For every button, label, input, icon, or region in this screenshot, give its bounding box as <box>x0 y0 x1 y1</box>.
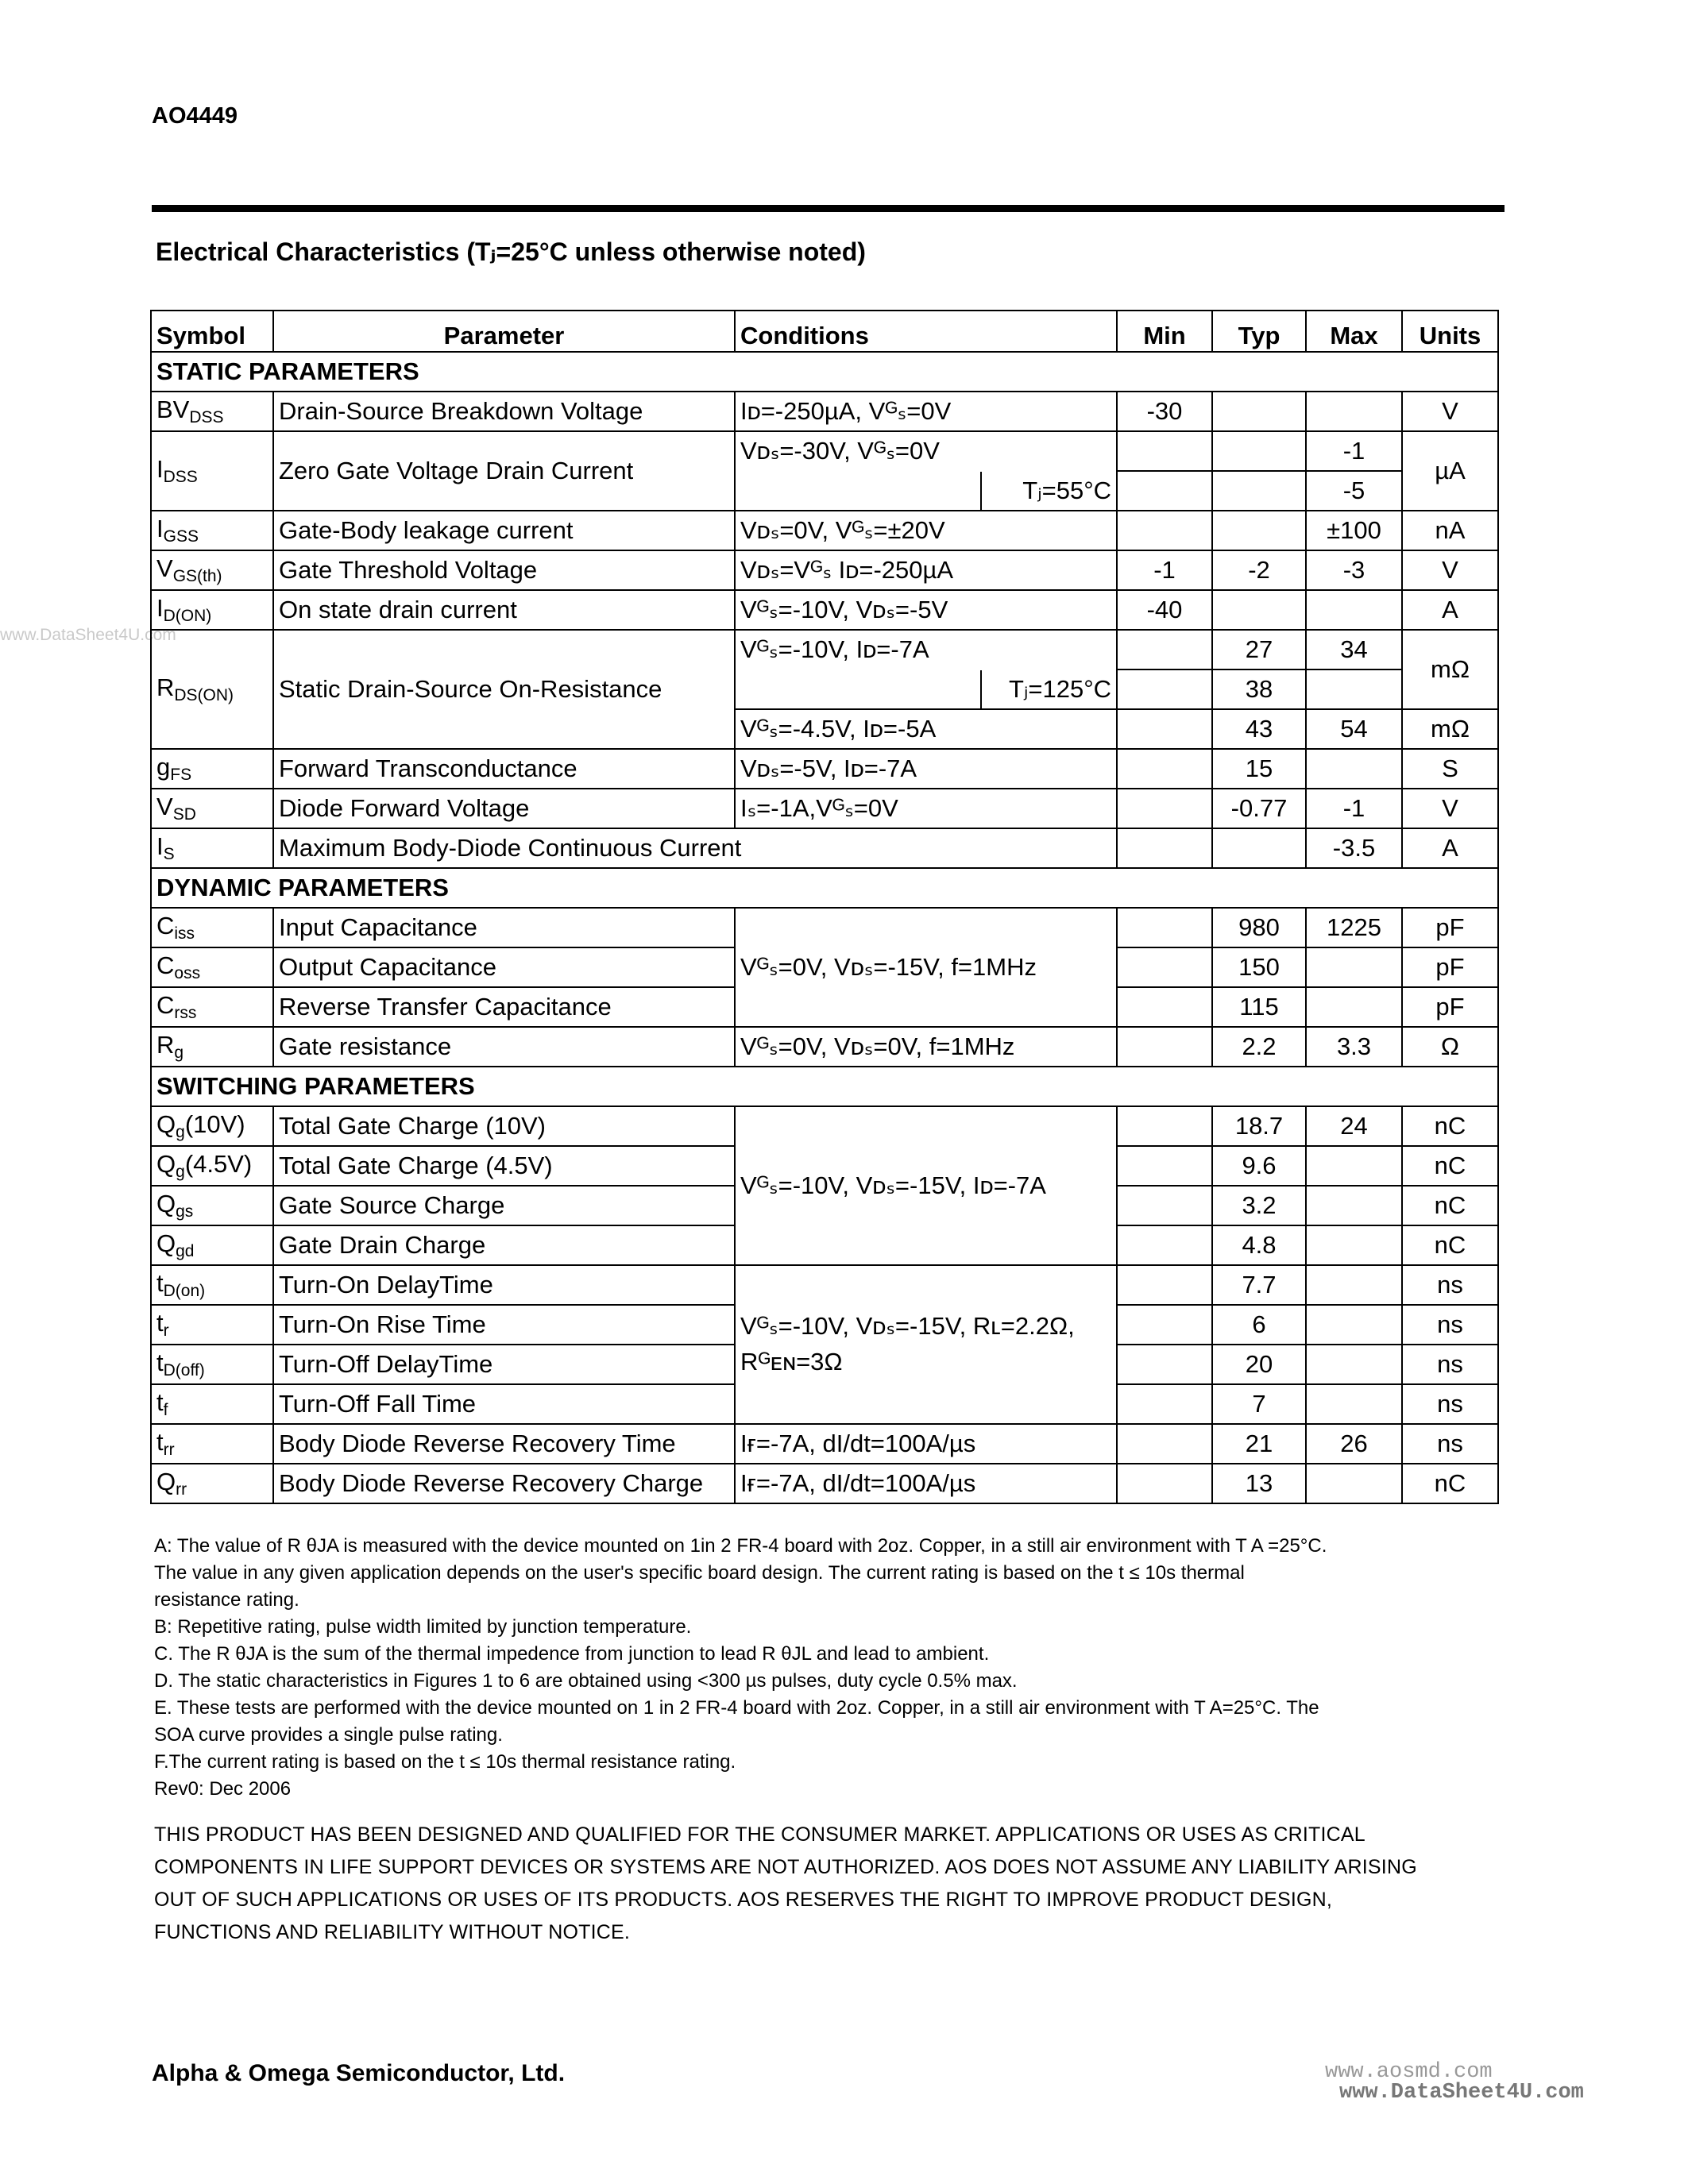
parameter-cell: Input Capacitance <box>273 908 735 947</box>
min-cell: -1 <box>1117 550 1212 590</box>
parameter-cell: Turn-On Rise Time <box>273 1305 735 1345</box>
symbol-cell: $C_{iss}$ <box>151 908 273 947</box>
disclaimer-line: FUNCTIONS AND RELIABILITY WITHOUT NOTICE. <box>154 1921 631 1943</box>
parameter-cell: Gate Threshold Voltage <box>273 550 735 590</box>
max-cell: -1 <box>1306 789 1402 828</box>
units-cell: nC <box>1402 1106 1498 1146</box>
footnote-line: C. The R θJA is the sum of the thermal impedence from junction to lead R θJL and lead to ambient. <box>154 1643 990 1665</box>
footnote-line: SOA curve provides a single pulse rating. <box>154 1724 503 1746</box>
parameter-cell: Gate Drain Charge <box>273 1225 735 1265</box>
symbol-cell: $I_{GSS}$ <box>151 511 273 550</box>
symbol-cell: $V_{GS(th)}$ <box>151 550 273 590</box>
watermark-right: www.DataSheet4U.com <box>1339 2081 1584 2105</box>
table-row <box>151 908 1498 947</box>
table-row <box>151 630 1498 669</box>
electrical-characteristics-table <box>150 310 1499 1504</box>
table-row <box>151 1106 1498 1146</box>
max-cell: 1225 <box>1306 908 1402 947</box>
typ-cell: 6 <box>1212 1305 1306 1345</box>
units-cell: ns <box>1402 1305 1498 1345</box>
max-cell <box>1306 1345 1402 1384</box>
symbol-cell: $R_{DS(ON)}$ <box>151 630 273 749</box>
min-cell <box>1117 1146 1212 1186</box>
symbol-cell: $g_{FS}$ <box>151 749 273 789</box>
typ-cell: 43 <box>1212 709 1306 749</box>
conditions-cell: Vᴅₛ=Vᴳₛ Iᴅ=-250µA <box>735 550 1117 590</box>
footnote-line: Rev0: Dec 2006 <box>154 1778 292 1800</box>
min-cell <box>1117 1265 1212 1305</box>
min-cell <box>1117 630 1212 669</box>
units-cell: µA <box>1402 431 1498 511</box>
table-row <box>151 1265 1498 1305</box>
parameter-cell: Zero Gate Voltage Drain Current <box>273 431 735 511</box>
parameter-cell: Drain-Source Breakdown Voltage <box>273 392 735 431</box>
min-cell <box>1117 1464 1212 1503</box>
conditions-cell: Vᴳₛ=-10V, Vᴅₛ=-15V, Rʟ=2.2Ω, Rᴳᴇɴ=3Ω <box>735 1265 1117 1424</box>
disclaimer-line: COMPONENTS IN LIFE SUPPORT DEVICES OR SYSTEMS ARE NOT AUTHORIZED. AOS DOES NOT ASSUME ANY LIABILITY ARISING <box>154 1856 1417 1878</box>
table-row <box>151 431 1498 471</box>
max-cell: 34 <box>1306 630 1402 669</box>
max-cell <box>1306 669 1402 709</box>
max-cell <box>1306 392 1402 431</box>
max-cell <box>1306 1146 1402 1186</box>
conditions-cell: Vᴅₛ=-5V, Iᴅ=-7A <box>735 749 1117 789</box>
max-cell: -3.5 <box>1306 828 1402 868</box>
units-cell: A <box>1402 590 1498 630</box>
conditions-cell: Vᴳₛ=-4.5V, Iᴅ=-5A <box>735 709 1117 749</box>
typ-cell: 15 <box>1212 749 1306 789</box>
typ-cell: 9.6 <box>1212 1146 1306 1186</box>
conditions-cell: Iₛ=-1A,Vᴳₛ=0V <box>735 789 1117 828</box>
symbol-cell: $I_{DSS}$ <box>151 431 273 511</box>
units-cell: pF <box>1402 908 1498 947</box>
min-cell <box>1117 1225 1212 1265</box>
symbol-cell: $t_{D(off)}$ <box>151 1345 273 1384</box>
max-cell: ±100 <box>1306 511 1402 550</box>
min-cell <box>1117 828 1212 868</box>
max-cell <box>1306 987 1402 1027</box>
website-link[interactable]: www.aosmd.com <box>1325 2060 1493 2084</box>
units-cell: nC <box>1402 1146 1498 1186</box>
conditions-cell: Vᴳₛ=0V, Vᴅₛ=-15V, f=1MHz <box>735 908 1117 1027</box>
max-cell: 24 <box>1306 1106 1402 1146</box>
max-cell <box>1306 1305 1402 1345</box>
parameter-cell: Gate Source Charge <box>273 1186 735 1225</box>
min-cell <box>1117 789 1212 828</box>
parameter-cell: Maximum Body-Diode Continuous Current <box>273 828 1117 868</box>
min-cell <box>1117 669 1212 709</box>
col-max: Max <box>1306 311 1402 352</box>
parameter-cell: Diode Forward Voltage <box>273 789 735 828</box>
table-row <box>151 550 1498 590</box>
footnotes <box>154 1533 1520 1803</box>
units-cell: Ω <box>1402 1027 1498 1067</box>
max-cell: 3.3 <box>1306 1027 1402 1067</box>
parameter-cell: Gate resistance <box>273 1027 735 1067</box>
min-cell <box>1117 1186 1212 1225</box>
units-cell: nC <box>1402 1186 1498 1225</box>
col-typ: Typ <box>1212 311 1306 352</box>
typ-cell: 2.2 <box>1212 1027 1306 1067</box>
footnote-line: The value in any given application depends on the user's specific board design. The current rating is based on the t ≤ 10s thermal <box>154 1562 1245 1584</box>
units-cell: V <box>1402 789 1498 828</box>
units-cell: ns <box>1402 1384 1498 1424</box>
min-cell <box>1117 1027 1212 1067</box>
conditions-cell: Vᴳₛ=-10V, Vᴅₛ=-15V, Iᴅ=-7A <box>735 1106 1117 1265</box>
typ-cell: 27 <box>1212 630 1306 669</box>
symbol-cell: $Q_g(10V)$ <box>151 1106 273 1146</box>
conditions-cell: Iғ=-7A, dI/dt=100A/µs <box>735 1464 1117 1503</box>
table-title: Electrical Characteristics (Tⱼ=25°C unless otherwise noted) <box>156 237 866 266</box>
parameter-cell: Turn-Off Fall Time <box>273 1384 735 1424</box>
table-row <box>151 590 1498 630</box>
table-row <box>151 511 1498 550</box>
conditions-subcell: Tⱼ=125°C <box>981 669 1117 709</box>
max-cell <box>1306 1186 1402 1225</box>
footnote-line: E. These tests are performed with the device mounted on 1 in 2 FR-4 board with 2oz. Copper, in a still air environment with T A=25°C. The <box>154 1697 1319 1719</box>
parameter-cell: Reverse Transfer Capacitance <box>273 987 735 1027</box>
min-cell: -30 <box>1117 392 1212 431</box>
units-cell: ns <box>1402 1265 1498 1305</box>
parameter-cell: Body Diode Reverse Recovery Time <box>273 1424 735 1464</box>
typ-cell: -2 <box>1212 550 1306 590</box>
max-cell <box>1306 1265 1402 1305</box>
typ-cell: 3.2 <box>1212 1186 1306 1225</box>
footnote-line: B: Repetitive rating, pulse width limited by junction temperature. <box>154 1616 692 1638</box>
units-cell: ns <box>1402 1424 1498 1464</box>
max-cell: -5 <box>1306 471 1402 511</box>
section-switching: SWITCHING PARAMETERS <box>151 1067 1498 1106</box>
typ-cell: 150 <box>1212 947 1306 987</box>
typ-cell: 115 <box>1212 987 1306 1027</box>
max-cell <box>1306 749 1402 789</box>
typ-cell: 4.8 <box>1212 1225 1306 1265</box>
section-dynamic: DYNAMIC PARAMETERS <box>151 868 1498 908</box>
conditions-cell: Iғ=-7A, dI/dt=100A/µs <box>735 1424 1117 1464</box>
parameter-cell: Turn-Off DelayTime <box>273 1345 735 1384</box>
conditions-cell: Vᴳₛ=0V, Vᴅₛ=0V, f=1MHz <box>735 1027 1117 1067</box>
max-cell <box>1306 947 1402 987</box>
min-cell <box>1117 1305 1212 1345</box>
symbol-cell: $I_{D(ON)}$ <box>151 590 273 630</box>
units-cell: nC <box>1402 1225 1498 1265</box>
parameter-cell: Body Diode Reverse Recovery Charge <box>273 1464 735 1503</box>
min-cell <box>1117 471 1212 511</box>
min-cell <box>1117 1384 1212 1424</box>
symbol-cell: $Q_g(4.5V)$ <box>151 1146 273 1186</box>
symbol-cell: $I_S$ <box>151 828 273 868</box>
disclaimer-line: THIS PRODUCT HAS BEEN DESIGNED AND QUALIFIED FOR THE CONSUMER MARKET. APPLICATIONS OR USES AS CRITICAL <box>154 1823 1365 1846</box>
typ-cell <box>1212 392 1306 431</box>
units-cell: nA <box>1402 511 1498 550</box>
col-units: Units <box>1402 311 1498 352</box>
table-row <box>151 828 1498 868</box>
part-number: AO4449 <box>152 103 238 129</box>
min-cell <box>1117 511 1212 550</box>
symbol-cell: $Q_{gd}$ <box>151 1225 273 1265</box>
min-cell: -40 <box>1117 590 1212 630</box>
symbol-cell: $R_g$ <box>151 1027 273 1067</box>
units-cell: ns <box>1402 1345 1498 1384</box>
units-cell: S <box>1402 749 1498 789</box>
table-row <box>151 789 1498 828</box>
min-cell <box>1117 431 1212 471</box>
conditions-cell: Vᴅₛ=0V, Vᴳₛ=±20V <box>735 511 1117 550</box>
footnote-line: resistance rating. <box>154 1589 299 1611</box>
max-cell <box>1306 1225 1402 1265</box>
table-row <box>151 1464 1498 1503</box>
units-cell: V <box>1402 550 1498 590</box>
min-cell <box>1117 1106 1212 1146</box>
min-cell <box>1117 749 1212 789</box>
min-cell <box>1117 1345 1212 1384</box>
typ-cell: 980 <box>1212 908 1306 947</box>
parameter-cell: Output Capacitance <box>273 947 735 987</box>
parameter-cell: Static Drain-Source On-Resistance <box>273 630 735 749</box>
symbol-cell: $C_{rss}$ <box>151 987 273 1027</box>
max-cell: 54 <box>1306 709 1402 749</box>
table-row <box>151 1424 1498 1464</box>
min-cell <box>1117 947 1212 987</box>
section-static: STATIC PARAMETERS <box>151 352 1498 392</box>
footnote-line: D. The static characteristics in Figures 1 to 6 are obtained using <300 µs pulses, duty cycle 0.5% max. <box>154 1670 1018 1692</box>
units-cell: pF <box>1402 947 1498 987</box>
table-row <box>151 749 1498 789</box>
typ-cell: 38 <box>1212 669 1306 709</box>
symbol-cell: $Q_{gs}$ <box>151 1186 273 1225</box>
col-min: Min <box>1117 311 1212 352</box>
conditions-cell: Vᴳₛ=-10V, Vᴅₛ=-5V <box>735 590 1117 630</box>
typ-cell: 20 <box>1212 1345 1306 1384</box>
table-row <box>151 392 1498 431</box>
parameter-cell: Gate-Body leakage current <box>273 511 735 550</box>
symbol-cell: $Q_{rr}$ <box>151 1464 273 1503</box>
typ-cell: 7.7 <box>1212 1265 1306 1305</box>
min-cell <box>1117 709 1212 749</box>
header-row <box>151 311 1498 352</box>
max-cell: -1 <box>1306 431 1402 471</box>
col-parameter: Parameter <box>273 311 735 352</box>
footnote-line: F.The current rating is based on the t ≤ 10s thermal resistance rating. <box>154 1751 736 1773</box>
symbol-cell: $C_{oss}$ <box>151 947 273 987</box>
footnote-line: A: The value of R θJA is measured with the device mounted on 1in 2 FR-4 board with 2oz. Copper, in a still air environment with T A =25°C. <box>154 1535 1327 1557</box>
company-name: Alpha & Omega Semiconductor, Ltd. <box>152 2060 566 2086</box>
symbol-cell: $t_f$ <box>151 1384 273 1424</box>
units-cell: nC <box>1402 1464 1498 1503</box>
symbol-cell: $BV_{DSS}$ <box>151 392 273 431</box>
conditions-spacer <box>735 471 981 511</box>
conditions-cell: Iᴅ=-250µA, Vᴳₛ=0V <box>735 392 1117 431</box>
parameter-cell: Total Gate Charge (4.5V) <box>273 1146 735 1186</box>
max-cell <box>1306 590 1402 630</box>
parameter-cell: Turn-On DelayTime <box>273 1265 735 1305</box>
parameter-cell: Forward Transconductance <box>273 749 735 789</box>
watermark-left: www.DataSheet4U.com <box>0 626 176 644</box>
col-conditions: Conditions <box>735 311 1117 352</box>
header-rule <box>152 205 1505 212</box>
units-cell: A <box>1402 828 1498 868</box>
typ-cell <box>1212 590 1306 630</box>
typ-cell: 13 <box>1212 1464 1306 1503</box>
max-cell <box>1306 1464 1402 1503</box>
symbol-cell: $t_{rr}$ <box>151 1424 273 1464</box>
typ-cell: 18.7 <box>1212 1106 1306 1146</box>
conditions-cell: Vᴳₛ=-10V, Iᴅ=-7A <box>735 630 1117 669</box>
typ-cell: -0.77 <box>1212 789 1306 828</box>
min-cell <box>1117 1424 1212 1464</box>
typ-cell <box>1212 471 1306 511</box>
typ-cell <box>1212 828 1306 868</box>
units-cell: mΩ <box>1402 630 1498 709</box>
symbol-cell: $V_{SD}$ <box>151 789 273 828</box>
max-cell: -3 <box>1306 550 1402 590</box>
disclaimer-line: OUT OF SUCH APPLICATIONS OR USES OF ITS PRODUCTS. AOS RESERVES THE RIGHT TO IMPROVE PRODUCT DESIGN, <box>154 1889 1333 1911</box>
typ-cell <box>1212 511 1306 550</box>
disclaimer <box>154 1819 1417 1949</box>
typ-cell <box>1212 431 1306 471</box>
units-cell: V <box>1402 392 1498 431</box>
parameter-cell: Total Gate Charge (10V) <box>273 1106 735 1146</box>
units-cell: pF <box>1402 987 1498 1027</box>
units-cell: mΩ <box>1402 709 1498 749</box>
symbol-cell: $t_{D(on)}$ <box>151 1265 273 1305</box>
conditions-cell: Vᴅₛ=-30V, Vᴳₛ=0V <box>735 431 1117 471</box>
col-symbol: Symbol <box>151 311 273 352</box>
max-cell: 26 <box>1306 1424 1402 1464</box>
parameter-cell: On state drain current <box>273 590 735 630</box>
conditions-subcell: Tⱼ=55°C <box>981 471 1117 511</box>
table-row <box>151 1027 1498 1067</box>
min-cell <box>1117 908 1212 947</box>
symbol-cell: $t_r$ <box>151 1305 273 1345</box>
min-cell <box>1117 987 1212 1027</box>
typ-cell: 21 <box>1212 1424 1306 1464</box>
typ-cell: 7 <box>1212 1384 1306 1424</box>
max-cell <box>1306 1384 1402 1424</box>
conditions-spacer <box>735 669 981 709</box>
